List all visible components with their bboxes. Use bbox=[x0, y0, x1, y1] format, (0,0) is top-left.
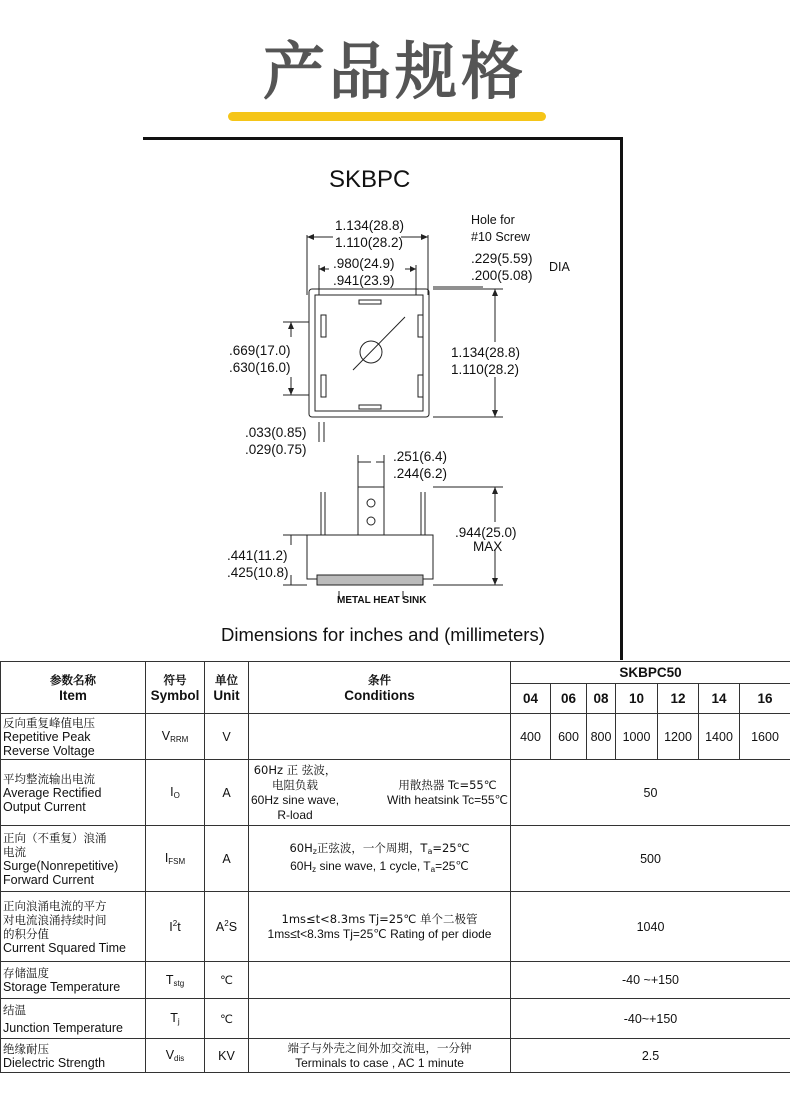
row-vrrm-name: 反向重复峰值电压 Repetitive Peak Reverse Voltage bbox=[1, 714, 146, 760]
dim-outer-height-1: 1.134(28.8) bbox=[451, 345, 521, 360]
row-tstg-conditions bbox=[249, 962, 511, 999]
dim-terminal-pos-1: .669(17.0) bbox=[229, 343, 291, 358]
table-row bbox=[1, 760, 790, 826]
dim-terminal-gap-1: .033(0.85) bbox=[245, 425, 307, 440]
header-symbol: 符号 Symbol bbox=[146, 662, 205, 714]
dim-terminal-width-2: .244(6.2) bbox=[393, 466, 448, 481]
row-tstg-value: -40 ~+150 bbox=[511, 962, 790, 999]
spec-table bbox=[0, 661, 790, 1073]
table-row bbox=[1, 962, 790, 999]
header-conditions: 条件 Conditions bbox=[249, 662, 511, 714]
table-row bbox=[1, 1039, 790, 1073]
row-i2t-unit: $A^2S$ bbox=[205, 892, 249, 962]
hole-note-2: #10 Screw bbox=[471, 230, 531, 244]
row-vrrm-value: 800 bbox=[587, 714, 616, 760]
row-tstg-unit: ℃ bbox=[205, 962, 249, 999]
grade-04: 04 bbox=[511, 684, 551, 714]
row-i2t-conditions: 1ms≤t<8.3ms Tj=25℃ 单个二极管 1ms≤t<8.3ms Tj=25℃ Rating of per diode bbox=[249, 892, 511, 962]
row-i2t-symbol: $I^2t$ bbox=[146, 892, 205, 962]
header-group: SKBPC50 bbox=[511, 662, 790, 684]
page-title: 产品规格 bbox=[262, 35, 527, 108]
row-ifsm-value: 500 bbox=[511, 826, 790, 892]
dim-body-height-1: .441(11.2) bbox=[227, 548, 288, 563]
dim-terminal-gap-2: .029(0.75) bbox=[245, 442, 307, 457]
row-tj-symbol: $T_j$ bbox=[146, 999, 205, 1039]
row-tstg-symbol: $T_{stg}$ bbox=[146, 962, 205, 999]
dim-terminal-pos-2: .630(16.0) bbox=[229, 360, 291, 375]
row-vrrm-value: 1400 bbox=[699, 714, 740, 760]
row-io-conditions: 60Hz 正 弦波， 电阻负载 60Hz sine wave, R-load 用散热器 Tc=55℃ With heatsink Tc=55℃ bbox=[249, 760, 511, 826]
grade-16: 16 bbox=[740, 684, 790, 714]
grade-06: 06 bbox=[551, 684, 587, 714]
row-tj-name: 结温 Junction Temperature bbox=[1, 999, 146, 1039]
row-vrrm-value: 1200 bbox=[658, 714, 699, 760]
dim-outer-height-2: 1.110(28.2) bbox=[451, 362, 520, 377]
dim-total-height-2: MAX bbox=[473, 539, 503, 554]
row-io-name: 平均整流输出电流 Average Rectified Output Current bbox=[1, 760, 146, 826]
row-ifsm-name: 正向（不重复）浪涌 电流 Surge(Nonrepetitive) Forward Current bbox=[1, 826, 146, 892]
row-vrrm-unit: V bbox=[205, 714, 249, 760]
dim-body-height-2: .425(10.8) bbox=[227, 565, 289, 580]
row-ifsm-unit: A bbox=[205, 826, 249, 892]
dim-hole-dia-suffix: DIA bbox=[549, 260, 570, 274]
grade-12: 12 bbox=[658, 684, 699, 714]
row-vdis-symbol: $V_{dis}$ bbox=[146, 1039, 205, 1073]
table-row bbox=[1, 892, 790, 962]
row-vdis-unit: KV bbox=[205, 1039, 249, 1073]
row-i2t-value: 1040 bbox=[511, 892, 790, 962]
row-tstg-name: 存储温度 Storage Temperature bbox=[1, 962, 146, 999]
row-vrrm-conditions bbox=[249, 714, 511, 760]
header-unit: 单位 Unit bbox=[205, 662, 249, 714]
row-vdis-name: 绝缘耐压 Dielectric Strength bbox=[1, 1039, 146, 1073]
dimension-drawing bbox=[143, 137, 623, 660]
hole-note-1: Hole for bbox=[471, 213, 515, 227]
drawing-model: SKBPC bbox=[329, 166, 411, 193]
row-io-value: 50 bbox=[511, 760, 790, 826]
row-tj-value: -40~+150 bbox=[511, 999, 790, 1039]
row-ifsm-conditions: $60H_z$正弦波，一个周期，$T_a=25℃$ $60H_z$ sine wave, 1 cycle, $T_a=25℃$ bbox=[249, 826, 511, 892]
row-io-unit: A bbox=[205, 760, 249, 826]
row-io-symbol: $I_O$ bbox=[146, 760, 205, 826]
row-vrrm-value: 600 bbox=[551, 714, 587, 760]
grade-14: 14 bbox=[699, 684, 740, 714]
row-vrrm-symbol: $V_{RRM}$ bbox=[146, 714, 205, 760]
row-vrrm-value: 1600 bbox=[740, 714, 790, 760]
title-underline bbox=[228, 112, 546, 121]
dim-outer-width-2: 1.110(28.2) bbox=[335, 235, 404, 250]
grade-08: 08 bbox=[587, 684, 616, 714]
grade-10: 10 bbox=[616, 684, 658, 714]
row-tj-unit: ℃ bbox=[205, 999, 249, 1039]
row-vdis-value: 2.5 bbox=[511, 1039, 790, 1073]
row-vrrm-value: 400 bbox=[511, 714, 551, 760]
row-vrrm-value: 1000 bbox=[616, 714, 658, 760]
dim-total-height-1: .944(25.0) bbox=[455, 525, 517, 540]
dim-hole-dia-1: .229(5.59) bbox=[471, 251, 533, 266]
row-ifsm-symbol: $I_{FSM}$ bbox=[146, 826, 205, 892]
row-tj-conditions bbox=[249, 999, 511, 1039]
dim-hole-dia-2: .200(5.08) bbox=[471, 268, 533, 283]
dim-inner-width-2: .941(23.9) bbox=[333, 273, 395, 288]
dim-inner-width-1: .980(24.9) bbox=[333, 256, 395, 271]
table-row bbox=[1, 999, 790, 1039]
table-row bbox=[1, 826, 790, 892]
heatsink-label: METAL HEAT SINK bbox=[337, 595, 427, 606]
drawing-caption: Dimensions for inches and (millimeters) bbox=[221, 624, 545, 645]
header-item: 参数名称 Item bbox=[1, 662, 146, 714]
dim-terminal-width-1: .251(6.4) bbox=[393, 449, 448, 464]
dim-outer-width-1: 1.134(28.8) bbox=[335, 218, 405, 233]
row-i2t-name: 正向浪涌电流的平方 对电流浪涌持续时间 的积分值 Current Squared Time bbox=[1, 892, 146, 962]
row-vdis-conditions: 端子与外壳之间外加交流电，一分钟 Terminals to case , AC 1 minute bbox=[249, 1039, 511, 1073]
table-row bbox=[1, 714, 790, 760]
